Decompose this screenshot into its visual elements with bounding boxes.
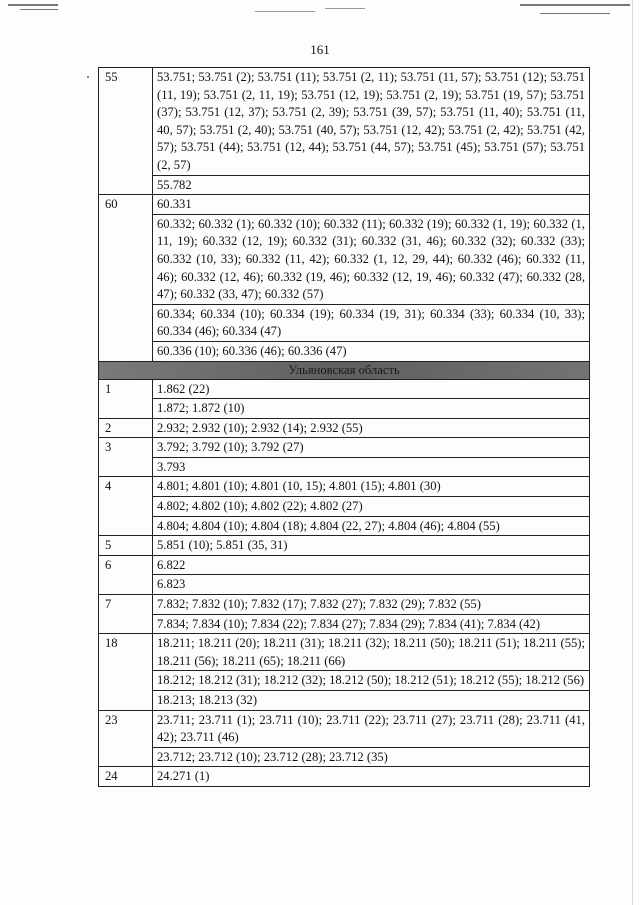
table-row <box>99 399 590 419</box>
table-row <box>99 555 590 575</box>
row-key: 23 <box>99 710 153 767</box>
row-value: 1.872; 1.872 (10) <box>153 399 590 419</box>
row-value: 18.213; 18.213 (32) <box>153 691 590 711</box>
row-key: 3 <box>99 438 153 477</box>
table-row <box>99 195 590 215</box>
table-row <box>99 595 590 615</box>
row-key: 4 <box>99 477 153 536</box>
row-value: 53.751; 53.751 (2); 53.751 (11); 53.751 (2, 11); 53.751 (11, 57); 53.751 (12); 53.751 (11, 19); 53.751 (2, 11, 19); 53.751 (12, 19); 53.751 (2, 19); 53.751 (19, 57); 53.751 (37); 53.751 (12, 37); 53.751 (2, 39); 53.751 (39, 57); 53.751 (11, 40); 53.751 (11, 40, 57); 53.751 (2, 40); 53.751 (40, 57); 53.751 (12, 42); 53.751 (2, 42); 53.751 (42, 57); 53.751 (44); 53.751 (12, 44); 53.751 (44, 57); 53.751 (45); 53.751 (57); 53.751 (2, 57) <box>153 68 590 176</box>
row-value: 4.801; 4.801 (10); 4.801 (10, 15); 4.801 (15); 4.801 (30) <box>153 477 590 497</box>
row-key: 1 <box>99 379 153 418</box>
classification-table <box>98 67 590 787</box>
row-value: 1.862 (22) <box>153 379 590 399</box>
table-row <box>99 671 590 691</box>
table-row <box>99 767 590 787</box>
row-value: 60.331 <box>153 195 590 215</box>
scan-artifact-top <box>0 0 640 18</box>
row-value: 55.782 <box>153 175 590 195</box>
row-value: 7.834; 7.834 (10); 7.834 (22); 7.834 (27); 7.834 (29); 7.834 (41); 7.834 (42) <box>153 614 590 634</box>
row-value: 2.932; 2.932 (10); 2.932 (14); 2.932 (55) <box>153 418 590 438</box>
row-key: 6 <box>99 555 153 594</box>
table-row <box>99 691 590 711</box>
row-value: 4.802; 4.802 (10); 4.802 (22); 4.802 (27) <box>153 497 590 517</box>
row-value: 60.334; 60.334 (10); 60.334 (19); 60.334 (19, 31); 60.334 (33); 60.334 (10, 33); 60.334 (46); 60.334 (47) <box>153 304 590 341</box>
page-number: 161 <box>310 42 330 57</box>
table-row <box>99 214 590 304</box>
row-value: 60.332; 60.332 (1); 60.332 (10); 60.332 (11); 60.332 (19); 60.332 (1, 19); 60.332 (1, 11, 19); 60.332 (12, 19); 60.332 (31); 60.332 (31, 46); 60.332 (32); 60.332 (33); 60.332 (10, 33); 60.332 (11, 42); 60.332 (1, 12, 29, 44); 60.332 (46); 60.332 (11, 46); 60.332 (12, 46); 60.332 (19, 46); 60.332 (12, 19, 46); 60.332 (47); 60.332 (28, 47); 60.332 (33, 47); 60.332 (57) <box>153 214 590 304</box>
row-value: 6.822 <box>153 555 590 575</box>
table-row <box>99 497 590 517</box>
row-value: 60.336 (10); 60.336 (46); 60.336 (47) <box>153 341 590 361</box>
table-row <box>99 418 590 438</box>
row-value: 6.823 <box>153 575 590 595</box>
row-value: 3.792; 3.792 (10); 3.792 (27) <box>153 438 590 458</box>
table-row <box>99 438 590 458</box>
row-value: 23.711; 23.711 (1); 23.711 (10); 23.711 (22); 23.711 (27); 23.711 (28); 23.711 (41, 42); 23.711 (46) <box>153 710 590 747</box>
page-edge <box>632 0 633 905</box>
table-row <box>99 747 590 767</box>
table-row <box>99 175 590 195</box>
region-title: Ульяновская область <box>99 361 590 379</box>
row-key: 60 <box>99 195 153 361</box>
row-value: 3.793 <box>153 457 590 477</box>
row-key: 2 <box>99 418 153 438</box>
row-key: 55 <box>99 68 153 195</box>
row-value: 18.211; 18.211 (20); 18.211 (31); 18.211 (32); 18.211 (50); 18.211 (51); 18.211 (55); 18.211 (56); 18.211 (65); 18.211 (66) <box>153 634 590 671</box>
table-row <box>99 614 590 634</box>
row-key: 5 <box>99 536 153 556</box>
table-row <box>99 379 590 399</box>
row-value: 24.271 (1) <box>153 767 590 787</box>
row-value: 18.212; 18.212 (31); 18.212 (32); 18.212 (50); 18.212 (51); 18.212 (55); 18.212 (56) <box>153 671 590 691</box>
table-row <box>99 710 590 747</box>
table-row <box>99 304 590 341</box>
row-key: 18 <box>99 634 153 710</box>
table-row <box>99 575 590 595</box>
table-row <box>99 634 590 671</box>
table-row <box>99 516 590 536</box>
table-row <box>99 477 590 497</box>
table-row <box>99 68 590 176</box>
row-value: 7.832; 7.832 (10); 7.832 (17); 7.832 (27); 7.832 (29); 7.832 (55) <box>153 595 590 615</box>
table-row <box>99 536 590 556</box>
row-key: 7 <box>99 595 153 634</box>
row-key: 24 <box>99 767 153 787</box>
row-value: 23.712; 23.712 (10); 23.712 (28); 23.712 (35) <box>153 747 590 767</box>
table-row <box>99 457 590 477</box>
table-row <box>99 341 590 361</box>
scan-speck <box>87 76 89 78</box>
table-body <box>99 68 590 787</box>
row-value: 4.804; 4.804 (10); 4.804 (18); 4.804 (22, 27); 4.804 (46); 4.804 (55) <box>153 516 590 536</box>
region-header-row <box>99 361 590 379</box>
row-value: 5.851 (10); 5.851 (35, 31) <box>153 536 590 556</box>
